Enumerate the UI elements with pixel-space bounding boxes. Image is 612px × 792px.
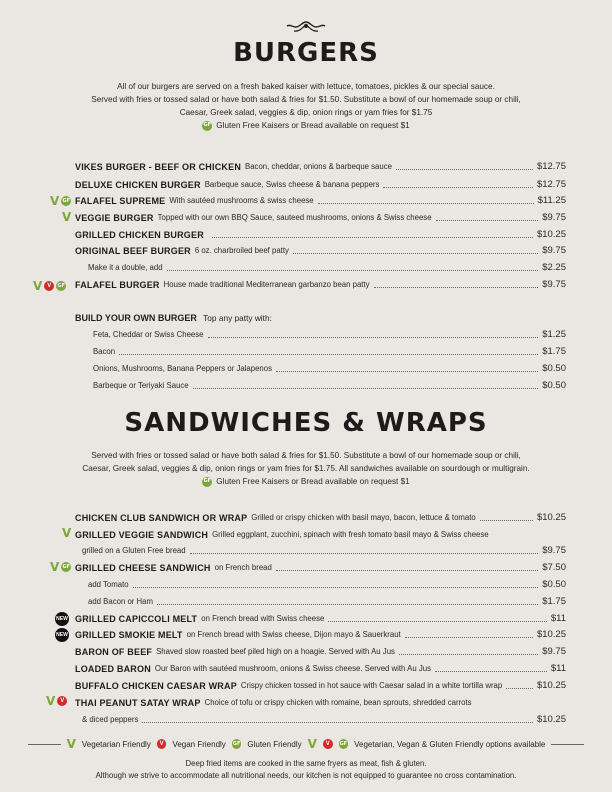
new-badge xyxy=(55,612,69,626)
sandwich-grilled-cheese-icons xyxy=(50,562,71,572)
gluten-free-icon: GF xyxy=(232,741,241,747)
menu-item-grilled-chicken-burger: GRILLED CHICKEN BURGER $10.25 xyxy=(75,229,566,240)
burger-falafel-supreme-icons xyxy=(50,196,71,206)
vegetarian-icon: V xyxy=(50,194,60,208)
menu-item-buffalo-caesar-wrap: BUFFALO CHICKEN CAESAR WRAP Crispy chicken tossed in hot sauce with Caesar salad in a white tortilla wrap $10.25 xyxy=(75,680,566,691)
new-badge-icon: NEW xyxy=(55,612,69,626)
legend-vegan: Vegan Friendly xyxy=(172,739,226,749)
burger-falafel-icons xyxy=(33,281,66,291)
menu-item-grilled-veggie-gf: grilled on a Gluten Free bread $9.75 xyxy=(82,545,566,556)
menu-item-deluxe-chicken-burger: DELUXE CHICKEN BURGER Barbeque sauce, Swiss cheese & banana peppers $12.75 xyxy=(75,179,566,190)
menu-item-chicken-club: CHICKEN CLUB SANDWICH OR WRAP Grilled or crispy chicken with basil mayo, bacon, lettuce & tomato $10.25 xyxy=(75,512,566,523)
sandwiches-title: SANDWICHES & WRAPS xyxy=(124,408,488,438)
gluten-free-icon: GF xyxy=(202,477,212,487)
menu-item-smokie-melt: GRILLED SMOKIE MELT on French bread with Swiss cheese, Dijon mayo & Sauerkraut $10.25 xyxy=(75,629,566,640)
vegetarian-icon: V xyxy=(307,737,317,751)
vegan-icon: V xyxy=(157,739,167,749)
footer-allergen-note: Deep fried items are cooked in the same fryers as meat, fish & gluten. xyxy=(185,759,427,768)
vegetarian-icon: V xyxy=(50,560,60,574)
menu-item-falafel-burger: FALAFEL BURGER House made traditional Mediterranean garbanzo bean patty $9.75 xyxy=(75,279,566,290)
menu-item-original-beef-burger: ORIGINAL BEEF BURGER 6 oz. charbroiled beef patty $9.75 xyxy=(75,245,566,256)
ornament-icon xyxy=(286,20,326,34)
burgers-title: BURGERS xyxy=(233,38,379,68)
menu-item-falafel-supreme: FALAFEL SUPREME With sautéed mushrooms & swiss cheese $11.25 xyxy=(75,195,566,206)
byo-option: Bacon $1.75 xyxy=(93,346,566,357)
menu-item-thai-peanut-wrap-cont: & diced peppers $10.25 xyxy=(82,714,566,725)
new-badge xyxy=(55,628,69,642)
gluten-free-icon: GF xyxy=(62,198,71,204)
sandwich-veggie-icons xyxy=(62,528,71,538)
gluten-free-icon: GF xyxy=(57,283,66,289)
sandwich-thai-icons xyxy=(46,696,67,706)
byo-option: Feta, Cheddar or Swiss Cheese $1.25 xyxy=(93,329,566,340)
menu-item-vikes-burger: VIKES BURGER - BEEF OR CHICKEN Bacon, cheddar, onions & barbeque sauce $12.75 xyxy=(75,161,566,172)
gluten-free-icon: GF xyxy=(339,741,348,747)
byo-option: Barbeque or Teriyaki Sauce $0.50 xyxy=(93,380,566,391)
vegan-icon: V xyxy=(57,696,67,706)
legend-gluten-free: Gluten Friendly xyxy=(247,739,302,749)
build-your-own-heading: BUILD YOUR OWN BURGER Top any patty with: xyxy=(75,313,272,323)
byo-option: Onions, Mushrooms, Banana Peppers or Jalapenos $0.50 xyxy=(93,363,566,374)
legend-vegetarian: Vegetarian Friendly xyxy=(81,739,151,749)
vegetarian-icon: V xyxy=(46,694,56,708)
menu-item-baron-of-beef: BARON OF BEEF Shaved slow roasted beef piled high on a hoagie. Served with Au Jus $9.75 xyxy=(75,646,566,657)
burgers-intro: All of our burgers are served on a fresh baked kaiser with lettuce, tomatoes, pickles & our special sauce. Served with fries or tossed salad or have both salad & fries for $1.50. Substitute a bowl of our homemade soup or chili, Caesar, Greek salad, veggies & dip, onion rings or yam fries for $1.75 GF Gluten Free Kaisers or Bread available on request $1 xyxy=(91,82,521,130)
menu-item-loaded-baron: LOADED BARON Our Baron with sautéed mushroom, onions & Swiss cheese. Served with Au Jus $11 xyxy=(75,663,566,674)
menu-item-veggie-burger: VEGGIE BURGER Topped with our own BBQ Sauce, sauteed mushrooms, onions & Swiss cheese $9.75 xyxy=(75,212,566,223)
sandwiches-intro: Served with fries or tossed salad or have both salad & fries for $1.50. Substitute a bowl of our homemade soup or chili, Caesar, Greek salad, veggies & dip, onion rings or yam fries for $1.75. All sandwiches available on sourdough or multigrain. GF Gluten Free Kaisers or Bread available on request $1 xyxy=(82,451,530,486)
footer-cross-contamination-note: Although we strive to accommodate all nutritional needs, our kitchen is not equipped to guarantee no cross contamination. xyxy=(95,771,517,780)
vegan-icon: V xyxy=(323,739,333,749)
vegetarian-icon: V xyxy=(62,210,72,224)
menu-item-add-tomato: add Tomato $0.50 xyxy=(88,579,566,590)
legend-all: Vegetarian, Vegan & Gluten Friendly options available xyxy=(354,739,546,749)
menu-item-grilled-cheese: GRILLED CHEESE SANDWICH on French bread $7.50 xyxy=(75,562,566,573)
menu-item-grilled-veggie: GRILLED VEGGIE SANDWICH Grilled eggplant, zucchini, spinach with fresh tomato basil mayo & Swiss cheese xyxy=(75,530,489,540)
new-badge-icon: NEW xyxy=(55,628,69,642)
burger-veggie-icons xyxy=(62,212,71,222)
divider xyxy=(551,744,584,745)
gluten-free-icon: GF xyxy=(202,121,212,131)
vegetarian-icon: V xyxy=(33,279,43,293)
vegetarian-icon: V xyxy=(62,526,72,540)
dietary-legend xyxy=(28,737,584,751)
vegan-icon: V xyxy=(44,281,54,291)
vegetarian-icon: V xyxy=(66,737,76,751)
menu-item-double-addon: Make it a double, add $2.25 xyxy=(88,262,566,273)
menu-item-thai-peanut-wrap: THAI PEANUT SATAY WRAP Choice of tofu or crispy chicken with romaine, bean sprouts, shredded carrots xyxy=(75,698,472,708)
menu-item-add-bacon: add Bacon or Ham $1.75 xyxy=(88,596,566,607)
menu-item-capiccoli-melt: GRILLED CAPICCOLI MELT on French bread with Swiss cheese $11 xyxy=(75,613,566,624)
gluten-free-icon: GF xyxy=(62,564,71,570)
divider xyxy=(28,744,61,745)
